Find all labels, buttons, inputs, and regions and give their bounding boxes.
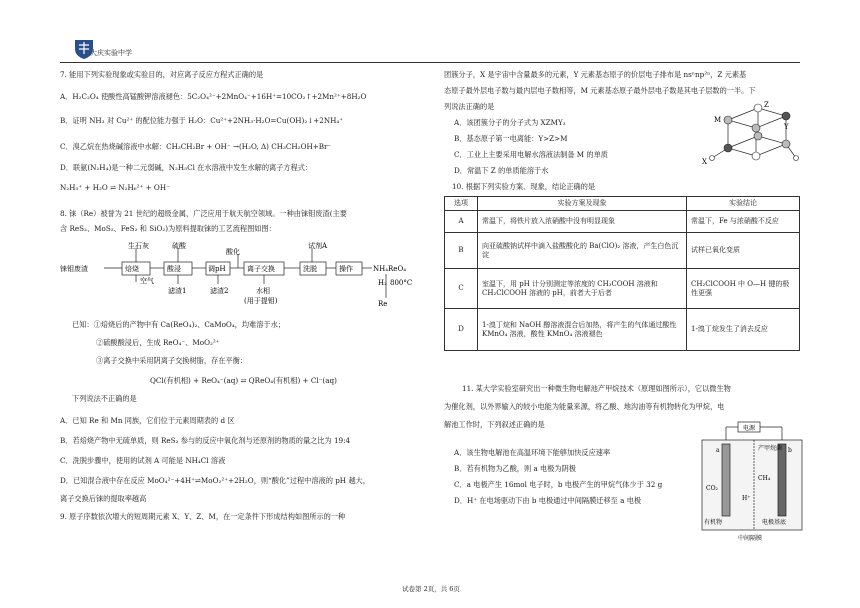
ch4-label: CH₄: [758, 475, 771, 482]
q9-option-c: C．工业上主要采用电解水溶液法制备 M 的单质: [454, 150, 608, 159]
q9-line2: 态原子最外层电子数与最内层电子数相等，M 元素基态原子最外层电子数是其电子层数的一半。下: [444, 86, 756, 95]
q11-electrolysis-diagram: [692, 420, 804, 544]
q11-option-d: D．H⁺ 在电场驱动下由 b 电极通过中间隔膜迁移至 a 电极: [454, 496, 642, 505]
power-label: 电源: [743, 425, 756, 432]
q10-title: 10. 根据下列实验方案、现象，结论正确的是: [452, 182, 596, 191]
q11-line1: 11. 某大学实验室研究出一种微生物电解池产甲烷技术（原理如图所示），它以微生物: [462, 384, 731, 393]
flow-step-leach: 酸浸: [167, 265, 181, 273]
q9-line3: 列说法正确的是: [444, 102, 495, 111]
table-row: [445, 233, 800, 269]
row-conclusion: CH₂ClCOOH 中 O—H 键的极性更强: [687, 269, 800, 309]
atom-y-label: Y: [784, 123, 789, 131]
q9-line1: 团簇分子，X 是宇宙中含量最多的元素，Y 元素基态原子的价层电子排布是 nsⁿnp²ⁿ，Z 元素基: [444, 70, 747, 79]
flow-reagent-a: 试剂A: [308, 242, 328, 250]
flow-end: NH₄ReO₄: [373, 265, 406, 273]
q8-option-d: D．已知混合液中存在反应 MoO₄²⁻+4H⁺⇌MoO₂²⁺+2H₂O，则“酸化”过程中溶液的 pH 越大，: [60, 476, 370, 485]
page-header: [60, 34, 800, 63]
q10-table: [444, 196, 800, 351]
q7-option-b: B．证明 NH₃ 对 Cu²⁺ 的配位能力强于 H₂O：Cu²⁺+2NH₃·H₂O=Cu(OH)₂↓+2NH₄⁺: [60, 116, 344, 125]
flow-residue2: 滤渣2: [210, 287, 229, 295]
table-row: [445, 211, 800, 233]
flow-step-exchange: 离子交换: [247, 265, 275, 273]
q8-known-3: ③离子交换中采用阴离子交换树脂，存在平衡：: [96, 356, 247, 365]
q11-option-a: A．该生物电解池在高温环境下能够加快反应速率: [454, 448, 611, 457]
q8-equilibrium: QCl(有机相) + ReO₄⁻(aq) ⇌ QReO₄(有机相) + Cl⁻(aq): [150, 376, 337, 385]
q7-option-c: C．溴乙烷在热烧碱溶液中水解：CH₃CH₂Br + OH⁻ →(H₂O, Δ) CH₃CH₂OH+Br⁻: [60, 142, 332, 151]
q8-option-c: C．洗脱步骤中，使用的试剂 A 可能是 NH₄Cl 溶液: [60, 456, 226, 465]
flow-acidify: 酸化: [226, 248, 240, 256]
membrane-label: 中间隔膜: [738, 535, 763, 542]
q8-title-line2: 含 ReS₂、MoS₂、FeS₂ 和 SiO₂)为原料提取铼的工艺流程图如图：: [60, 224, 276, 233]
row-plan: 1-溴丁烷和 NaOH 醇溶液混合后加热，将产生的气体通过酸性 KMnO₄ 溶液，酸性 KMnO₄ 溶液褪色: [478, 309, 687, 351]
q7-title: 7. 能用下列实验现象或实验目的，对应离子反应方程式正确的是: [60, 70, 264, 79]
bacteria-label: 产甲烷菌: [758, 445, 783, 452]
q9-cluster-diagram: [700, 98, 800, 170]
row-plan: 向亚硫酸钠试样中滴入盐酸酸化的 Ba(ClO)₂ 溶液，产生白色沉淀: [478, 233, 687, 269]
q8-known-2: ②硫酸酸浸后，生成 ReO₄⁻、MoO₂²⁺: [96, 338, 220, 347]
flow-re: Re: [378, 300, 388, 308]
page-footer: 试卷第 2页，共 6页: [402, 585, 460, 593]
flow-step-roast: 焙烧: [125, 265, 139, 273]
flow-temp: 800°C: [390, 279, 413, 287]
q11-option-b: B．若有机物为乙酸，则 a 电极为阴极: [454, 464, 576, 473]
q7-option-d: D．联氨(N₂H₄)是一种二元弱碱，N₂H₅Cl 在水溶液中发生水解的离子方程式：: [60, 163, 313, 172]
q8-option-d-cont: 离子交换后铼的提取率越高: [60, 494, 147, 503]
flow-air: 空气: [140, 277, 154, 285]
organic-label: 有机物: [704, 519, 723, 526]
flow-water: 水相: [256, 287, 270, 295]
q8-title-line1: 8. 铼（Re）被誉为 21 世纪的超级金属，广泛应用于航天航空领域。一种由铼钼废渣(主要: [60, 209, 347, 218]
q9-option-b: B．基态原子第一电离能：Y>Z>M: [454, 134, 568, 143]
q9-option-a: A．该团簇分子的分子式为 XZMY₃: [454, 118, 566, 127]
row-conclusion: 常温下，Fe 与浓硝酸不反应: [687, 211, 800, 233]
q9-option-d: D．常温下 Z 的单质能溶于水: [454, 166, 549, 175]
row-option: A: [445, 211, 478, 233]
row-option: C: [445, 269, 478, 309]
flow-step-elute: 洗脱: [303, 265, 317, 273]
flow-residue1: 滤渣1: [168, 287, 187, 295]
q8-ask: 下列说法不正确的是: [72, 394, 137, 403]
q10-header-plan: 实验方案及现象: [478, 197, 687, 211]
atom-m-label: M: [714, 116, 722, 124]
q8-option-a: A．已知 Re 和 Mn 同族，它们位于元素周期表的 d 区: [60, 416, 235, 425]
flow-sulfuric: 硫酸: [172, 242, 186, 250]
electrode-b-label: b: [788, 447, 792, 454]
flow-step-operate: 操作: [339, 265, 353, 273]
left-column: [60, 70, 263, 80]
row-plan: 常温下，将铁片放入浓硝酸中没有明显现象: [478, 211, 687, 233]
q8-known-1: 已知：①焙烧后的产物中有 Ca(ReO₄)₂、CaMoO₄，均难溶于水；: [72, 320, 285, 329]
row-plan: 室温下，用 pH 计分别测定等浓度的 CH₃COOH 溶液和 CH₂ClCOOH 溶液的 pH，前者大于后者: [478, 269, 687, 309]
q11-line3: 解池工作时，下列叙述正确的是: [444, 420, 545, 429]
flow-h2: H₂: [378, 279, 387, 287]
flow-water-note: (用于提钼): [244, 297, 278, 305]
row-option: B: [445, 233, 478, 269]
electrode-base-label: 电极基底: [762, 519, 787, 526]
q8-flow-chart: [60, 240, 420, 308]
q7-option-a: A．H₂C₂O₄ 使酸性高锰酸钾溶液褪色：5C₂O₄²⁻+2MnO₄⁻+16H⁺=10CO₂↑+2Mn²⁺+8H₂O: [60, 92, 367, 101]
row-conclusion: 1-溴丁烷发生了消去反应: [687, 309, 800, 351]
table-row: [445, 309, 800, 351]
q10-header-conclusion: 实验结论: [687, 197, 800, 211]
row-option: D: [445, 309, 478, 351]
q11-line2: 为催化剂，以外界输入的较小电能为能量来源，将乙酸、地沟油等有机物转化为甲烷，电: [444, 402, 725, 411]
hplus-label: H⁺: [742, 495, 751, 502]
school-name: 大庆实验中学: [90, 49, 132, 57]
flow-lime: 生石灰: [128, 242, 149, 250]
q9-start: 9. 原子序数依次增大的短周期元素 X、Y、Z、M，在一定条件下形成结构如图所示的一种: [60, 512, 346, 521]
q10-header-option: 选项: [445, 197, 478, 211]
row-conclusion: 试样已氧化变质: [687, 233, 800, 269]
q7-option-d-equation: N₂H₅⁺ + H₂O ⇌ N₂H₆²⁺ + OH⁻: [60, 183, 170, 192]
q11-option-c: C．a 电极产生 16mol 电子时，b 电极产生的甲烷气体少于 32 g: [454, 480, 663, 489]
electrode-a-label: a: [716, 447, 720, 454]
q8-option-b: B．若焙烧产物中无硫单质，则 ReS₂ 参与的反应中氧化剂与还原剂的物质的量之比为 19:4: [60, 436, 351, 445]
co2-label: CO₂: [706, 485, 718, 492]
table-row: [445, 269, 800, 309]
flow-step-ph: 调pH: [208, 265, 226, 273]
atom-z-label: Z: [764, 101, 769, 109]
flow-start: 铼钼废渣: [60, 265, 88, 273]
atom-x-label: X: [702, 158, 707, 166]
